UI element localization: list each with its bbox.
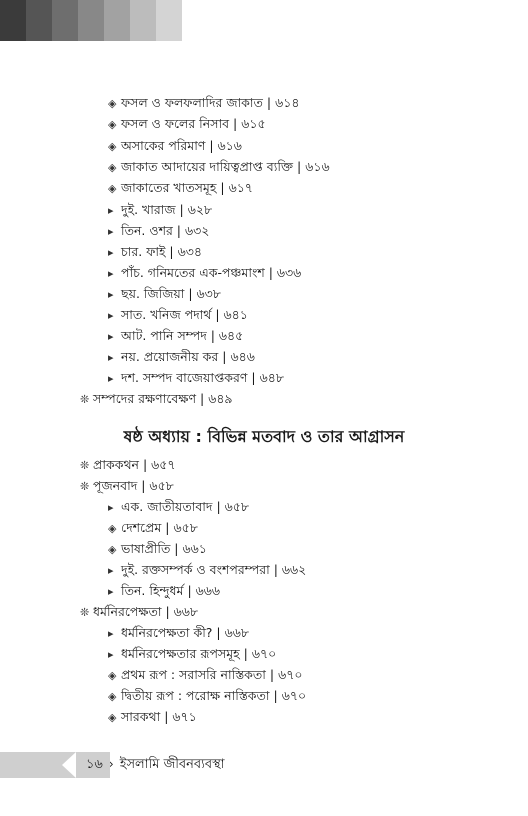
toc-entry	[108, 264, 301, 283]
toc-entry-text: প্রথম রূপ : সরাসরি নাস্তিকতা | ৬৭০	[121, 667, 303, 682]
toc-entry	[108, 285, 221, 304]
toc-entry-text: ছয়. জিজিয়া | ৬৩৮	[121, 286, 221, 301]
page-footer	[86, 755, 225, 776]
toc-entry	[80, 477, 174, 496]
triangle-icon: ▸	[108, 288, 114, 301]
toc-entry	[108, 498, 249, 517]
toc-entry	[80, 390, 233, 409]
toc-entry-text: ফসল ও ফলের নিসাব | ৬১৫	[121, 116, 266, 131]
toc-entry	[108, 348, 255, 367]
flower-icon: ❊	[80, 606, 90, 619]
toc-entry-text: নয়. প্রয়োজনীয় কর | ৬৪৬	[121, 349, 255, 364]
toc-entry-text: জাকাত আদায়ের দায়িত্বপ্রাপ্ত ব্যক্তি | ৬১৬	[121, 159, 330, 174]
diamond-icon: ◈	[108, 711, 117, 724]
toc-entry-text: অসাকের পরিমাণ | ৬১৬	[121, 138, 242, 153]
triangle-icon: ▸	[108, 648, 114, 661]
header-strip	[130, 0, 156, 41]
diamond-icon: ◈	[108, 161, 117, 174]
toc-entry-text: দুই. রক্তসম্পর্ক ও বংশপরম্পরা | ৬৬২	[121, 562, 307, 577]
toc-entry-text: ধর্মনিরপেক্ষতা কী? | ৬৬৮	[121, 625, 249, 640]
header-strip	[0, 0, 26, 41]
toc-entry	[108, 645, 276, 664]
toc-entry-text: ফসল ও ফলফলাদির জাকাত | ৬১৪	[121, 95, 300, 110]
diamond-icon: ◈	[108, 669, 117, 682]
toc-entry-text: প্রাককথন | ৬৫৭	[93, 457, 176, 472]
diamond-icon: ◈	[108, 140, 117, 153]
triangle-icon: ▸	[108, 225, 114, 238]
header-strip	[78, 0, 104, 41]
toc-entry-text: দশ. সম্পদ বাজেয়াপ্তকরণ | ৬৪৮	[121, 370, 284, 385]
toc-entry-text: তিন. ওশর | ৬৩২	[121, 223, 210, 238]
toc-entry	[108, 179, 253, 198]
toc-entry-text: তিন. হিন্দুধর্ম | ৬৬৬	[121, 583, 221, 598]
toc-entry-text: জাকাতের খাতসমূহ | ৬১৭	[121, 180, 253, 195]
toc-entry	[80, 603, 198, 622]
toc-entry	[108, 369, 284, 388]
toc-entry-text: দেশপ্রেম | ৬৫৮	[121, 520, 198, 535]
diamond-icon: ◈	[108, 182, 117, 195]
toc-entry	[108, 201, 212, 220]
triangle-icon: ▸	[108, 246, 114, 259]
toc-entry-text: সারকথা | ৬৭১	[121, 709, 197, 724]
header-gradient-strips	[0, 0, 182, 41]
diamond-icon: ◈	[108, 522, 117, 535]
toc-entry	[108, 94, 299, 113]
triangle-icon: ▸	[108, 564, 114, 577]
triangle-icon: ▸	[108, 309, 114, 322]
toc-entry-text: এক. জাতীয়তাবাদ | ৬৫৮	[121, 499, 249, 514]
triangle-icon: ▸	[108, 627, 114, 640]
triangle-icon: ▸	[108, 267, 114, 280]
flower-icon: ❊	[80, 393, 90, 406]
triangle-icon: ▸	[108, 585, 114, 598]
toc-entry	[108, 708, 197, 727]
toc-entry	[108, 666, 302, 685]
diamond-icon: ◈	[108, 543, 117, 556]
toc-entry-text: ধর্মনিরপেক্ষতার রূপসমূহ | ৬৭০	[121, 646, 277, 661]
toc-entry-text: পূজনবাদ | ৬৫৮	[93, 478, 174, 493]
header-strip	[156, 0, 182, 41]
toc-entry-text: চার. ফাই | ৬৩৪	[121, 244, 202, 259]
book-title: ইসলামি জীবনব্যবস্থা	[119, 757, 225, 772]
header-strip	[26, 0, 52, 41]
header-strip	[52, 0, 78, 41]
toc-entry-text: ভাষাপ্রীতি | ৬৬১	[121, 541, 207, 556]
toc-entry	[108, 306, 248, 325]
toc-entry-text: আট. পানি সম্পদ | ৬৪৫	[121, 328, 244, 343]
toc-entry	[108, 158, 330, 177]
chapter-title: ষষ্ঠ অধ্যায় : বিভিন্ন মতবাদ ও তার আগ্রাসন	[123, 427, 405, 446]
toc-entry	[108, 115, 266, 134]
toc-entry	[108, 222, 209, 241]
triangle-icon: ▸	[108, 372, 114, 385]
toc-entry	[108, 243, 202, 262]
toc-entry-text: সাত. খনিজ পদার্থ | ৬৪১	[121, 307, 248, 322]
toc-entry	[108, 582, 220, 601]
toc-entry	[108, 561, 306, 580]
footer-notch	[62, 752, 76, 778]
triangle-icon: ▸	[108, 204, 114, 217]
diamond-icon: ◈	[108, 97, 117, 110]
flower-icon: ❊	[80, 459, 90, 472]
toc-entry	[80, 456, 176, 475]
toc-entry	[108, 687, 306, 706]
toc-entry	[108, 624, 249, 643]
toc-entry-text: দ্বিতীয় রূপ : পরোক্ষ নাস্তিকতা | ৬৭০	[121, 688, 307, 703]
diamond-icon: ◈	[108, 118, 117, 131]
chevron-right-icon: ›	[108, 757, 114, 771]
toc-entry	[108, 519, 198, 538]
toc-entry	[108, 540, 207, 559]
toc-entry-text: সম্পদের রক্ষণাবেক্ষণ | ৬৪৯	[93, 391, 233, 406]
triangle-icon: ▸	[108, 330, 114, 343]
toc-entry-text: পাঁচ. গনিমতের এক-পঞ্চমাংশ | ৬৩৬	[121, 265, 302, 280]
toc-entry-text: ধর্মনিরপেক্ষতা | ৬৬৮	[93, 604, 199, 619]
diamond-icon: ◈	[108, 690, 117, 703]
flower-icon: ❊	[80, 480, 90, 493]
triangle-icon: ▸	[108, 351, 114, 364]
toc-entry-text: দুই. খারাজ | ৬২৮	[121, 202, 213, 217]
toc-entry	[108, 137, 242, 156]
header-strip	[104, 0, 130, 41]
toc-entry	[108, 327, 243, 346]
triangle-icon: ▸	[108, 501, 114, 514]
page-number: ১৬	[86, 757, 103, 772]
